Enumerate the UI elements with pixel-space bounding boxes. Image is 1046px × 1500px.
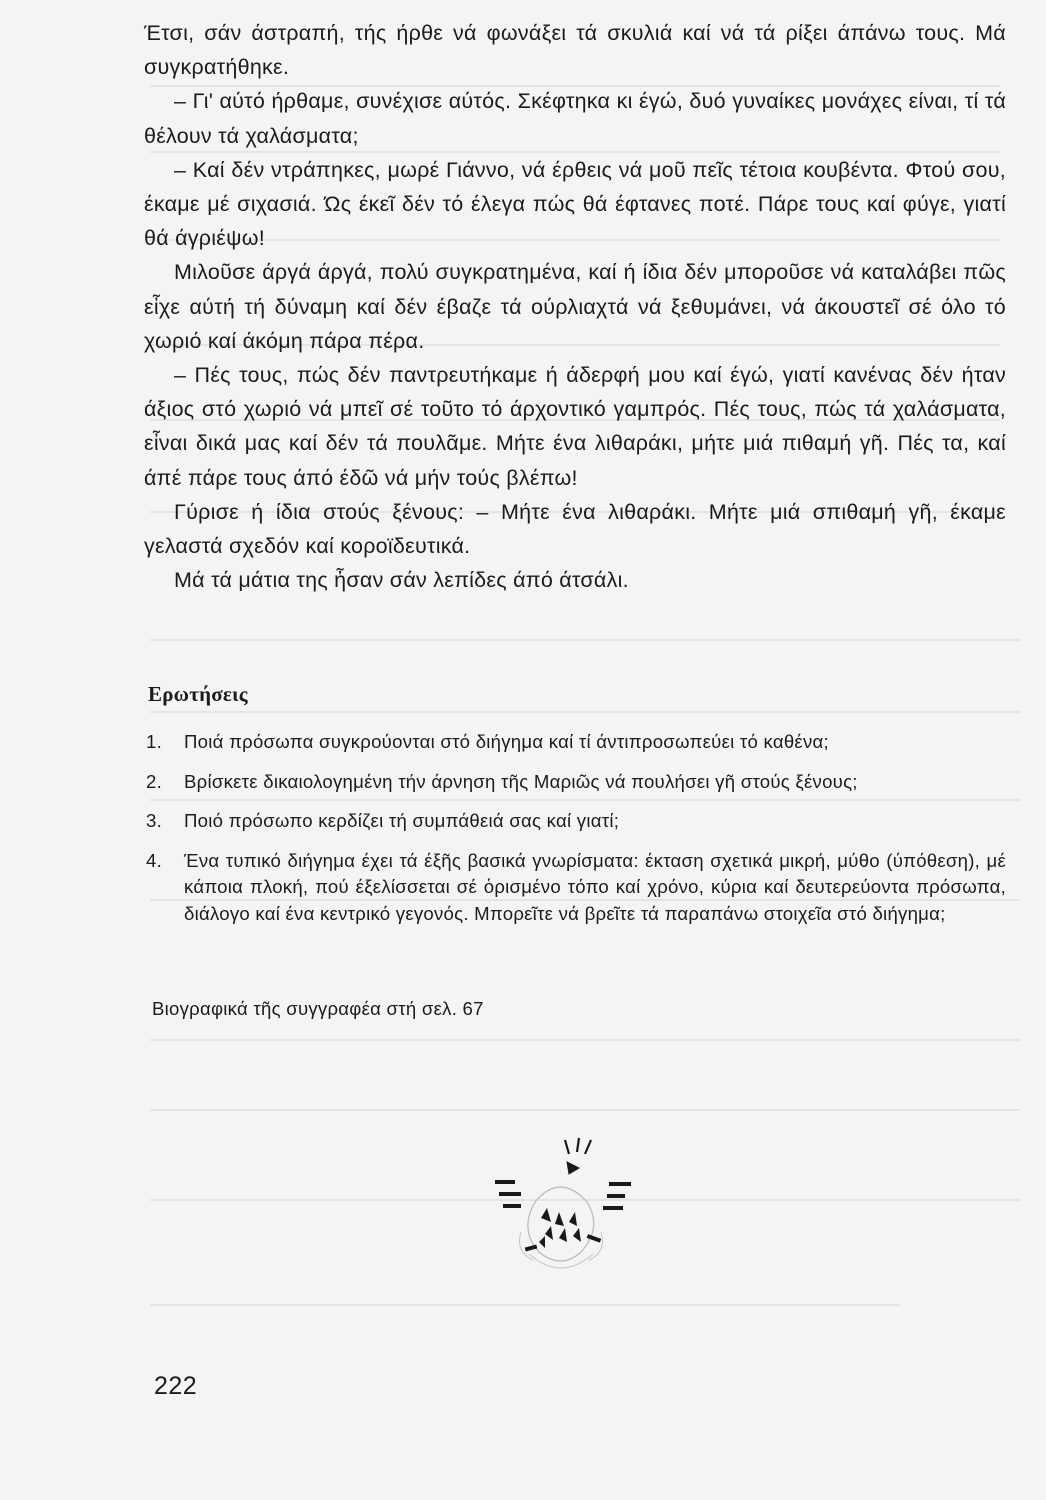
questions-heading: Ερωτήσεις: [148, 682, 248, 706]
paragraph-7: Μά τά μάτια της ἦσαν σάν λεπίδες άπό άτσάλι.: [174, 568, 629, 593]
paragraph-4: Μιλοῦσε άργά άργά, πολύ συγκρατημένα, καί ή ίδια δέν μποροῦσε νά καταλάβει πῶς εἶχε αύτή τή δύναμη καί δέν έβαζε τά ούρλιαχτά νά ξεθυμάνει, νά άκουστεῖ σέ όλο τό χωριό καί άκόμη πάρα πέρα.: [144, 260, 1006, 353]
question-number: 3.: [146, 810, 163, 831]
paragraph-5: – Πές τους, πώς δέν παντρευτήκαμε ή άδερφή μου καί έγώ, γιατί κανένας δέν ήταν άξιος στό χωριό νά μπεῖ σέ τοῦτο τό άρχοντικό γαμπρός. Πές τους, πώς τά χαλάσματα, εἶναι δικά μας καί δέν τά πουλᾶμε. Μήτε ένα λιθαράκι, μήτε μιά πιθαμή γῆ. Πές τα, καί άπέ πάρε τους άπό έδῶ νά μήν τούς βλέπω!: [144, 363, 1006, 490]
paragraph-2: – Γι' αύτό ήρθαμε, συνέχισε αύτός. Σκέφτηκα κι έγώ, δυό γυναίκες μονάχες είναι, τί τά θέλουν τά χαλάσματα;: [144, 89, 1006, 148]
paragraph-1: Έτσι, σάν άστραπή, τής ήρθε νά φωνάξει τά σκυλιά καί νά τά ρίξει άπάνω τους. Μά συγκρατήθηκε.: [144, 21, 1006, 80]
question-text: Βρίσκετε δικαιολογημένη τήν άρνηση τῆς Μαριῶς νά πουλήσει γῆ στούς ξένους;: [184, 770, 858, 792]
pomegranate-ornament-icon: [485, 1132, 635, 1282]
question-text: Ποιό πρόσωπο κερδίζει τή συμπάθειά σας καί γιατί;: [184, 810, 620, 831]
questions-section: [144, 682, 1006, 940]
question-text: Ποιά πρόσωπα συγκρούονται στό διήγημα καί τί άντιπροσωπεύει τό καθένα;: [184, 731, 829, 752]
paragraph-3: – Καί δέν ντράπηκες, μωρέ Γιάννο, νά έρθεις νά μοῦ πεῖς τέτοια κουβέντα. Φτού σου, έκαμε μέ σιχασιά. Ώς έκεῖ δέν τό έλεγα πώς θά έφτανες ποτέ. Πάρε τους καί φύγε, γιατί θά άγριέψω!: [144, 157, 1006, 251]
question-item-3: [144, 808, 1006, 835]
question-number: 2.: [146, 770, 163, 792]
question-item-1: [144, 729, 1006, 756]
paragraph-6: Γύρισε ή ίδια στούς ξένους: – Μήτε ένα λιθαράκι. Μήτε μιά σπιθαμή γῆ, έκαμε γελαστά σχεδόν καί κοροϊδευτικά.: [144, 499, 1006, 559]
question-number: 4.: [146, 849, 163, 871]
question-number: 1.: [146, 731, 163, 752]
questions-list: [144, 729, 1006, 927]
question-item-4: [144, 848, 1006, 928]
page-number: 222: [154, 1372, 198, 1400]
story-text: [144, 16, 1006, 597]
question-text: Ένα τυπικό διήγημα έχει τά έξῆς βασικά γνωρίσματα: έκταση σχετικά μικρή, μύθο (ύπόθεση), μέ κάποια πλοκή, πού έξελίσσεται σέ ὁρισμένο τόπο καί χρόνο, κύρια καί δευτερεύοντα πρόσωπα, διάλογο καί ένα κεντρικό γεγονός. Μπορεῖτε νά βρεῖτε τά παραπάνω στοιχεῖα στό διήγημα;: [184, 849, 1006, 924]
question-item-2: [144, 769, 1006, 796]
biography-note: Βιογραφικά τῆς συγγραφέα στή σελ. 67: [152, 998, 484, 1019]
